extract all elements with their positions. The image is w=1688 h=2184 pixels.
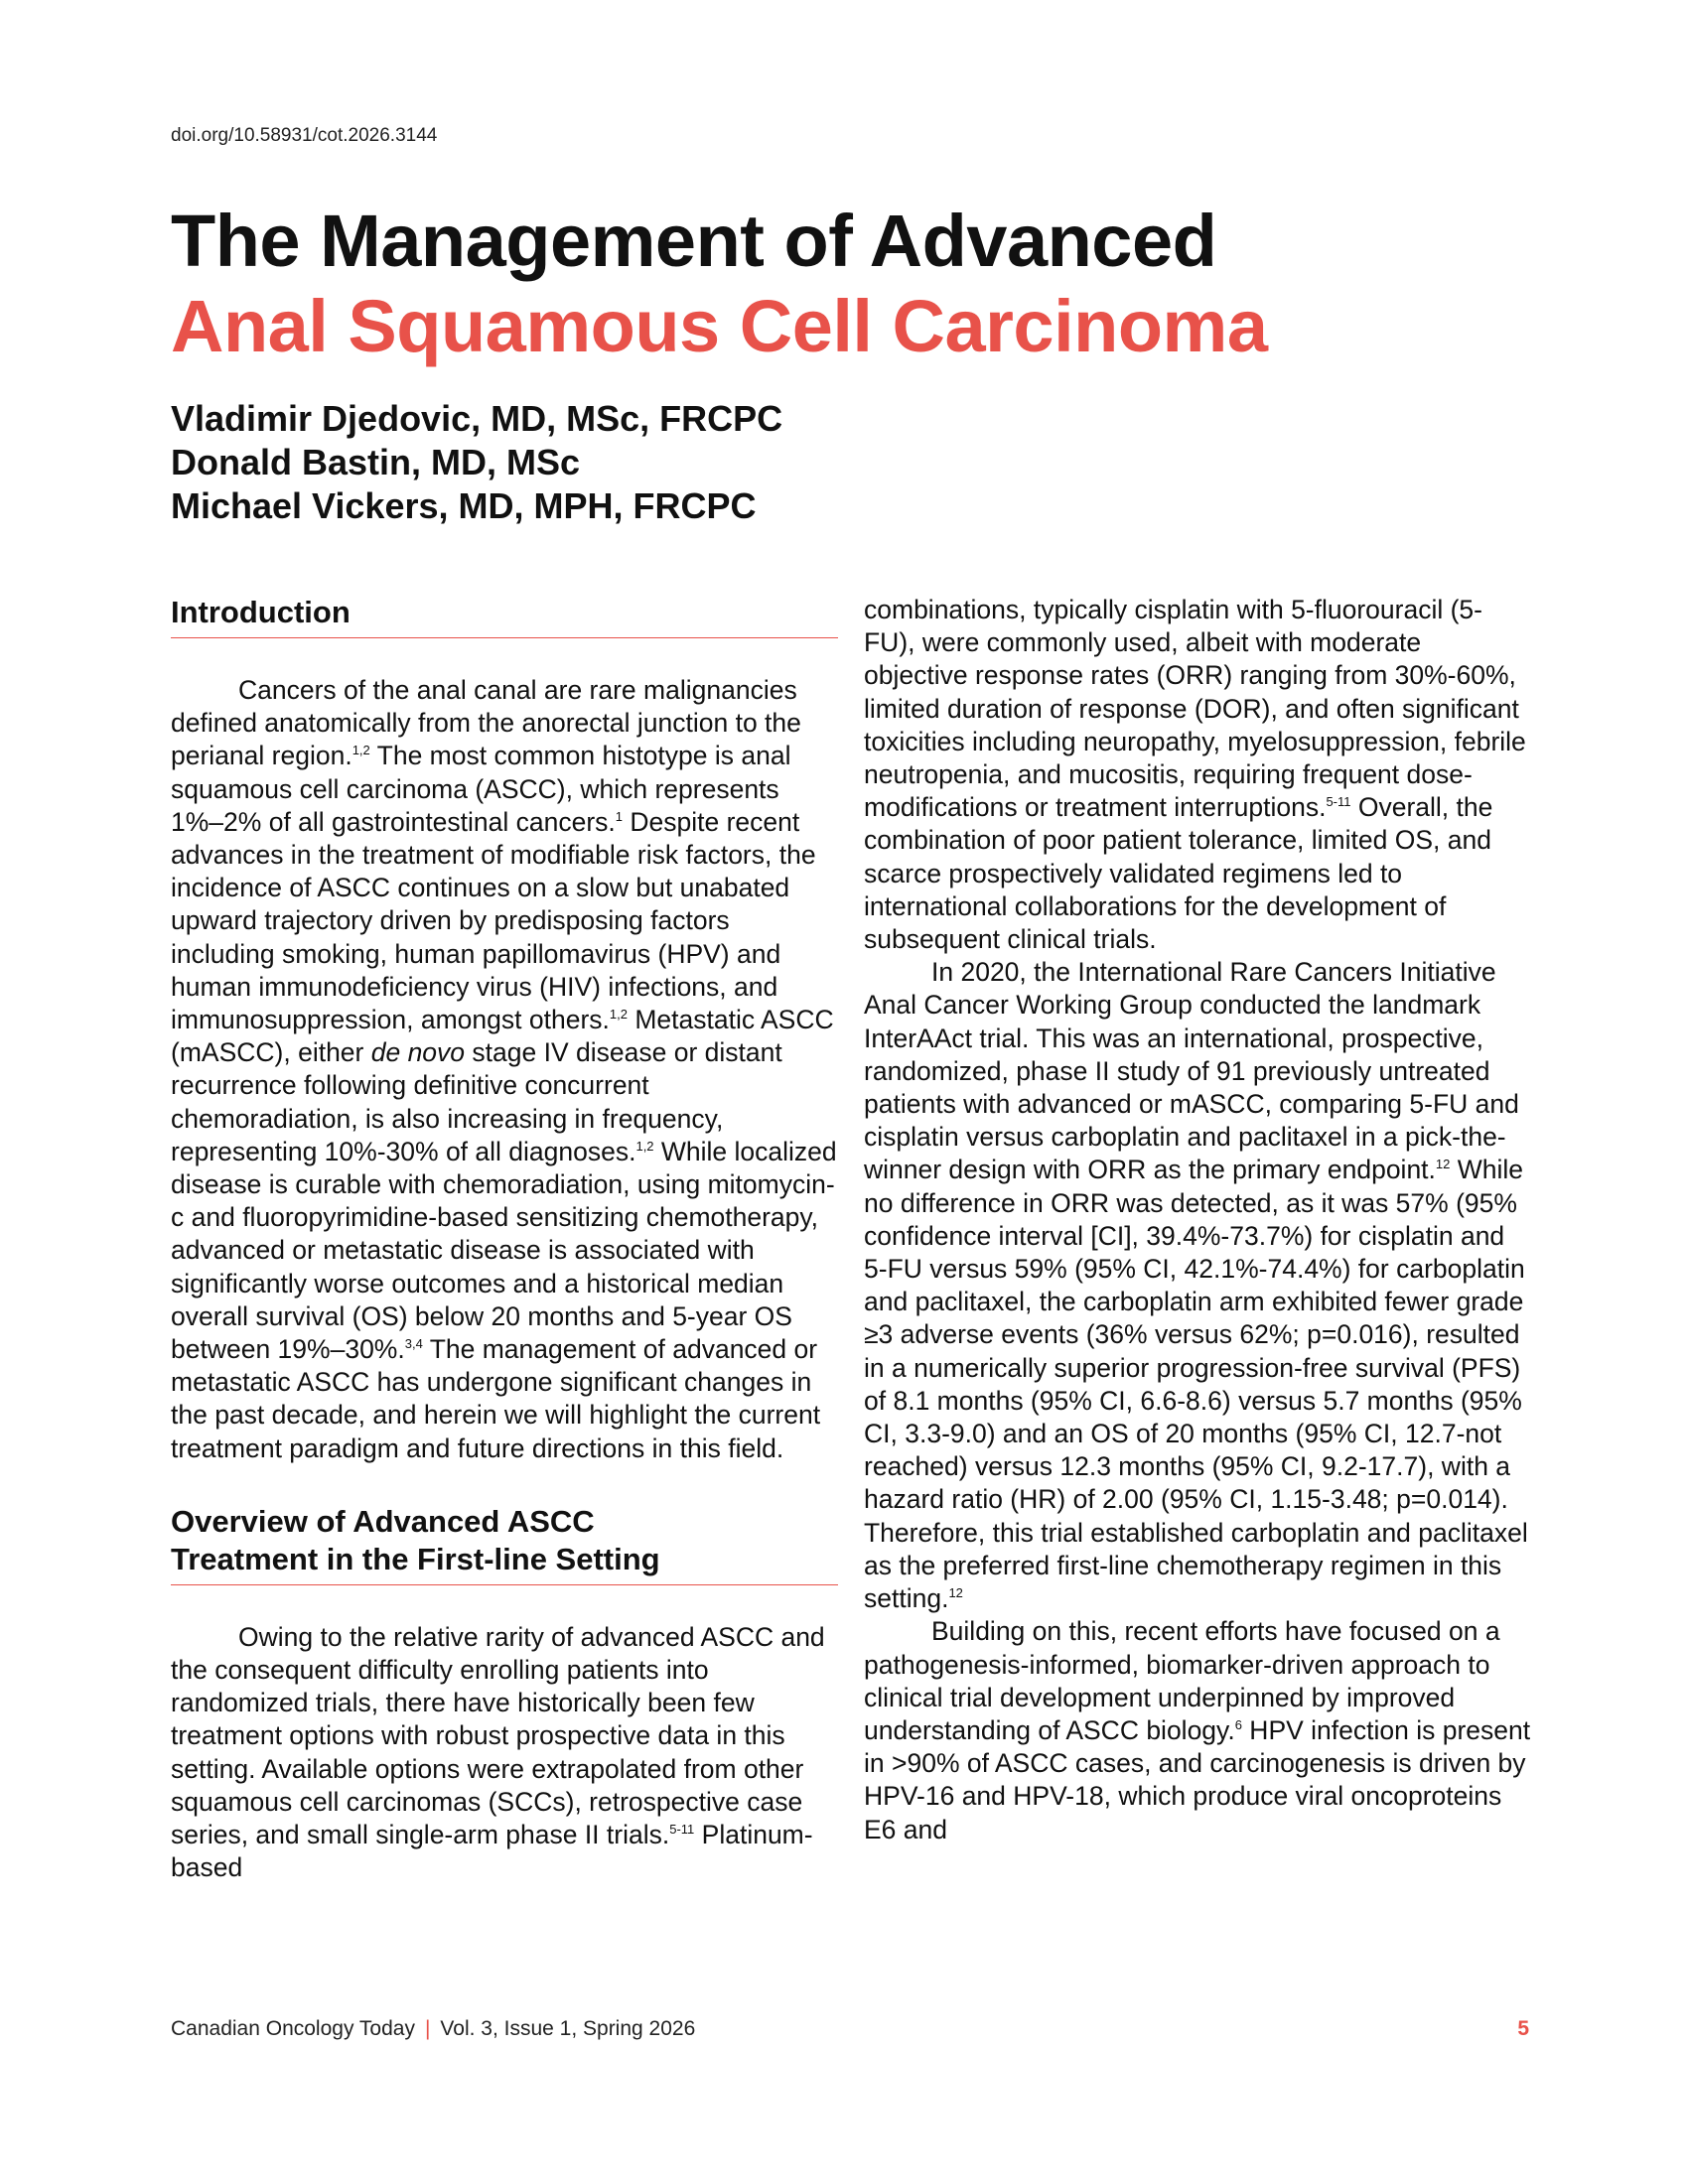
reference-superscript: 5-11 xyxy=(1326,794,1351,810)
article-title xyxy=(171,199,1561,369)
text-run: Metastatic ASCC (mASCC), either xyxy=(171,1005,834,1068)
text-run: Building on this, recent efforts have focused on a pathogenesis-informed, biomarker-driven approach to clinical trial development underpinned by improved understanding of ASCC biology. xyxy=(864,1616,1500,1745)
reference-superscript: 1,2 xyxy=(609,1007,628,1023)
author: Vladimir Djedovic, MD, MSc, FRCPC xyxy=(171,398,783,439)
left-column xyxy=(171,594,838,1885)
text-run: The management of advanced or metastatic ASCC has undergone significant changes in the past decade, and herein we will highlight the current treatment paradigm and future directions in this field. xyxy=(171,1334,821,1463)
text-run: HPV infection is present in >90% of ASCC cases, and carcinogenesis is driven by HPV-16 and HPV-18, which produce viral oncoproteins E6 and xyxy=(864,1714,1531,1844)
title-line-2: Anal Squamous Cell Carcinoma xyxy=(171,285,1268,367)
heading-line: Overview of Advanced ASCC xyxy=(171,1503,595,1539)
section-heading-introduction: Introduction xyxy=(171,594,838,638)
text-run: Cancers of the anal canal are rare malignancies defined anatomically from the anorectal junction to the perianal region. xyxy=(171,675,801,771)
reference-superscript: 1,2 xyxy=(352,743,370,758)
text-run: Owing to the relative rarity of advanced ASCC and the consequent difficulty enrolling patients into randomized trials, there have historically been few treatment options with robust prospective data in this setting. Available options were extrapolated from other squamous cell carcinomas (SCCs), retrospective case series, and small single-arm phase II trials. xyxy=(171,1621,825,1850)
page-number: 5 xyxy=(1517,2017,1529,2040)
text-run: Platinum-based xyxy=(171,1820,813,1883)
text-run: Despite recent advances in the treatment of modifiable risk factors, the incidence of ASCC continues on a slow but unabated upward trajectory driven by predisposing factors including smoking, human papillomavirus (HPV) and human immunodeficiency virus (HIV) infections, and immunosuppression, amongst others. xyxy=(171,806,816,1035)
reference-superscript: 12 xyxy=(1435,1157,1451,1172)
author: Michael Vickers, MD, MPH, FRCPC xyxy=(171,485,757,526)
text-run: stage IV disease or distant recurrence following definitive concurrent chemoradiation, is also increasing in frequency, representing 10%-30% of all diagnoses. xyxy=(171,1037,782,1166)
right-column xyxy=(864,594,1531,1846)
title-line-1: The Management of Advanced xyxy=(171,200,1217,282)
author-list xyxy=(171,397,782,528)
text-run: Overall, the combination of poor patient tolerance, limited OS, and scarce prospectively validated regimens led to international collaborations for the development of subsequent clinical trials. xyxy=(864,792,1493,955)
page-footer xyxy=(171,2017,1529,2041)
footer-separator: | xyxy=(424,2017,431,2040)
text-run: combinations, typically cisplatin with 5-fluorouracil (5-FU), were commonly used, albeit with moderate objective response rates (ORR) ranging from 30%-60%, limited duration of response (DOR), and often significant toxicities including neuropathy, myelosuppression, febrile neutropenia, and mucositis, requiring frequent dose-modifications or treatment interruptions. xyxy=(864,595,1526,823)
reference-superscript: 3,4 xyxy=(404,1336,423,1352)
reference-superscript: 5-11 xyxy=(669,1822,695,1838)
reference-superscript: 1,2 xyxy=(635,1139,654,1155)
text-run: While no difference in ORR was detected, as it was 57% (95% confidence interval [CI], 39.4%-73.7%) for cisplatin and 5-FU versus 59% (95% CI, 42.1%-74.4%) for carboplatin and paclitaxel, the carboplatin arm exhibited fewer grade ≥3 adverse events (36% versus 62%; p=0.016), resulted in a numerically superior progression-free survival (PFS) of 8.1 months (95% CI, 6.6-8.6) versus 5.7 months (95% CI, 3.3-9.0) and an OS of 20 months (95% CI, 12.7-not reached) versus 12.3 months (95% CI, 9.2-17.7), with a hazard ratio (HR) of 2.00 (95% CI, 1.15-3.48; p=0.014). Therefore, this trial established carboplatin and paclitaxel as the preferred first-line chemotherapy regimen in this setting. xyxy=(864,1155,1528,1614)
author: Donald Bastin, MD, MSc xyxy=(171,442,581,482)
issue-info: Vol. 3, Issue 1, Spring 2026 xyxy=(440,2017,696,2040)
text-run: The most common histotype is anal squamous cell carcinoma (ASCC), which represents 1%–2% of all gastrointestinal cancers. xyxy=(171,741,791,837)
biomarker-paragraph xyxy=(864,1615,1531,1845)
journal-name: Canadian Oncology Today xyxy=(171,2017,415,2040)
interaact-paragraph xyxy=(864,956,1531,1615)
doi-link[interactable]: doi.org/10.58931/cot.2026.3144 xyxy=(171,125,438,146)
reference-superscript: 12 xyxy=(948,1585,963,1601)
text-run: While localized disease is curable with chemoradiation, using mitomycin-c and fluoropyrimidine-based sensitizing chemotherapy, advanced or metastatic disease is associated with significantly worse outcomes and a historical median overall survival (OS) below 20 months and 5-year OS between 19%–30%. xyxy=(171,1136,837,1365)
text-run: In 2020, the International Rare Cancers Initiative Anal Cancer Working Group conducted the landmark InterAAct trial. This was an international, prospective, randomized, phase II study of 91 previously untreated patients with advanced or mASCC, comparing 5-FU and cisplatin versus carboplatin and paclitaxel in a pick-the-winner design with ORR as the primary endpoint. xyxy=(864,957,1519,1185)
section-heading-overview xyxy=(171,1503,838,1585)
italic-term: de novo xyxy=(370,1037,466,1068)
reference-superscript: 1 xyxy=(615,808,624,824)
intro-paragraph xyxy=(171,674,838,1465)
heading-line: Treatment in the First-line Setting xyxy=(171,1541,660,1576)
continued-paragraph xyxy=(864,594,1531,956)
reference-superscript: 6 xyxy=(1234,1717,1242,1733)
overview-paragraph xyxy=(171,1621,838,1885)
